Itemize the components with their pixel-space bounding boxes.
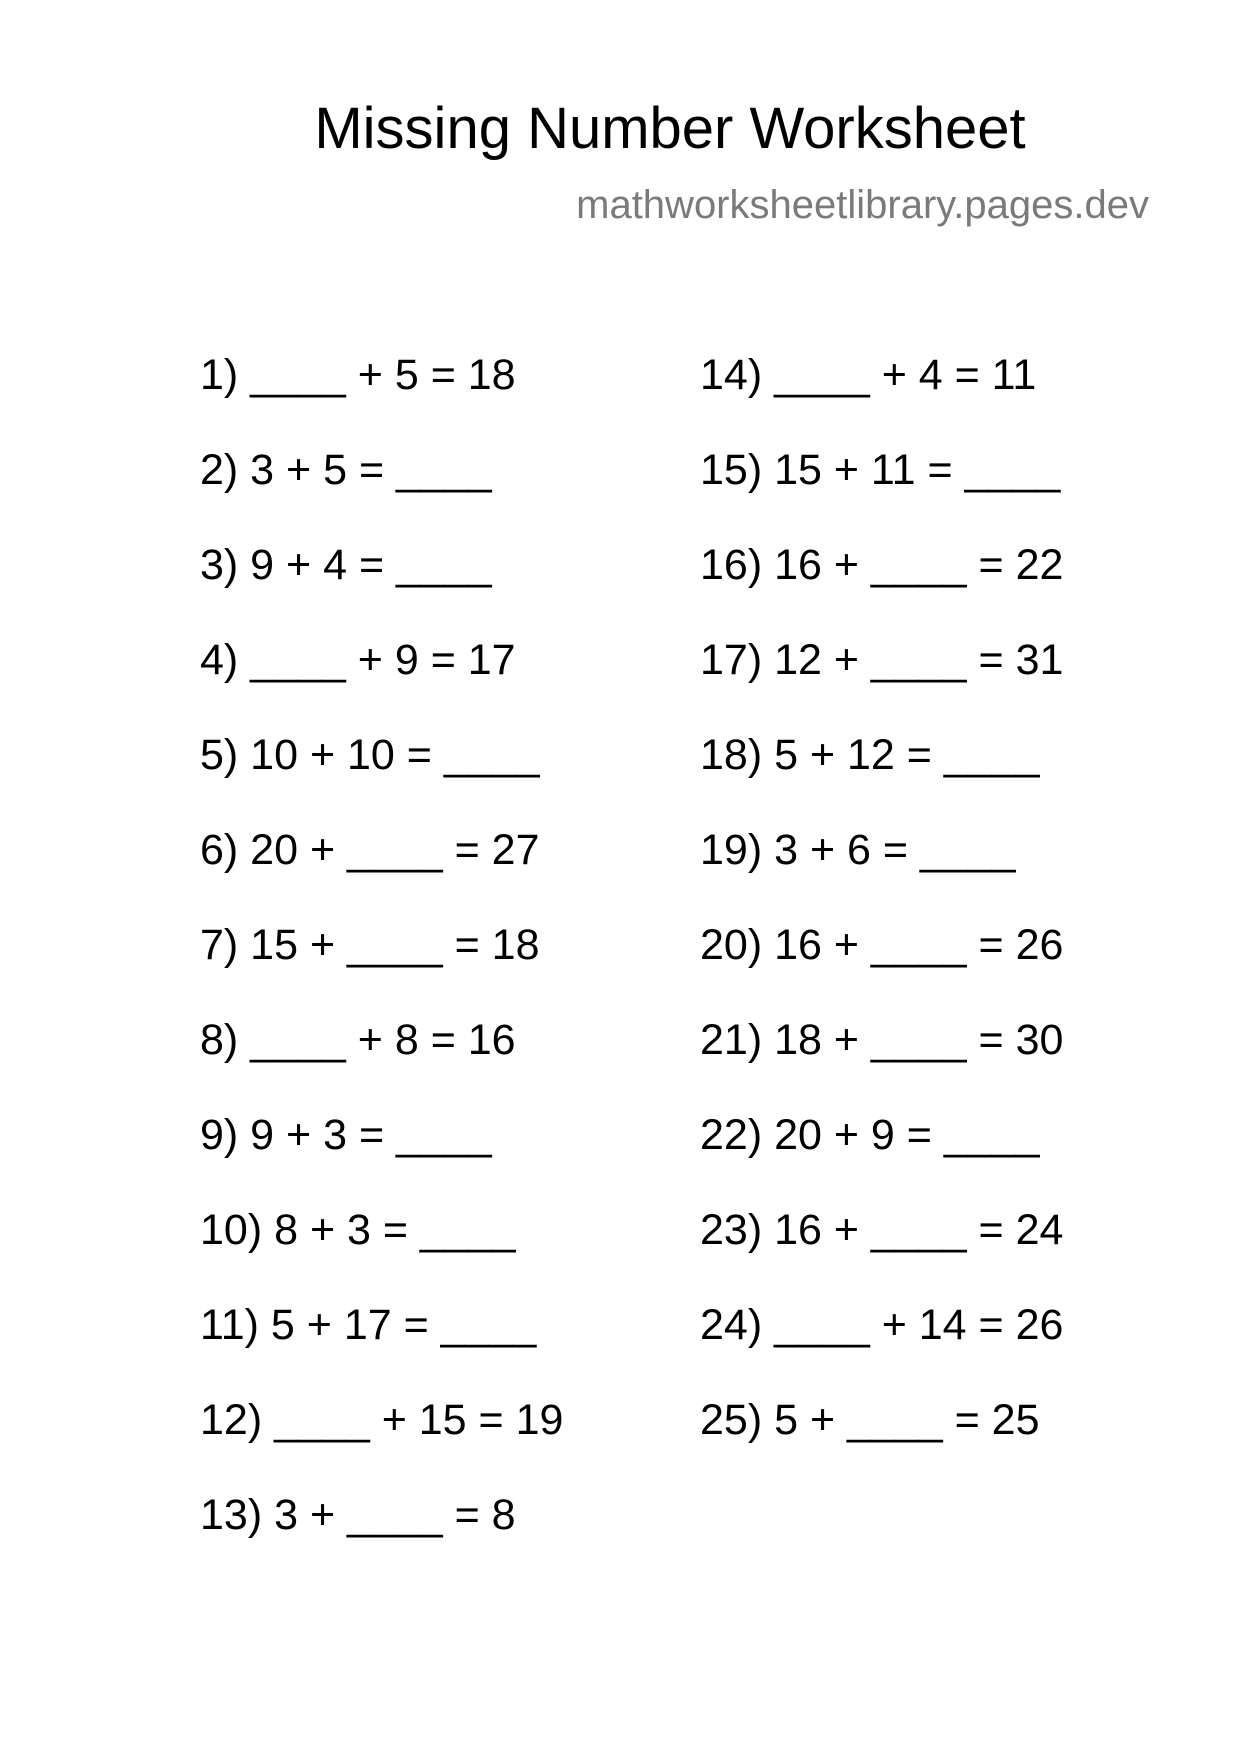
problem-item: 22) 20 + 9 = ____ xyxy=(700,1111,1040,1159)
problem-item: 6) 20 + ____ = 27 xyxy=(200,826,540,874)
problem-item: 8) ____ + 8 = 16 xyxy=(200,1016,516,1064)
problem-item: 24) ____ + 14 = 26 xyxy=(700,1301,1064,1349)
problem-item: 19) 3 + 6 = ____ xyxy=(700,826,1016,874)
problem-item: 13) 3 + ____ = 8 xyxy=(200,1491,516,1539)
problem-item: 10) 8 + 3 = ____ xyxy=(200,1206,516,1254)
problem-column-left xyxy=(200,350,563,1585)
page-title: Missing Number Worksheet xyxy=(314,96,1026,161)
problem-item: 5) 10 + 10 = ____ xyxy=(200,731,540,779)
problem-item: 21) 18 + ____ = 30 xyxy=(700,1016,1064,1064)
problem-item: 15) 15 + 11 = ____ xyxy=(700,446,1061,494)
problem-item: 14) ____ + 4 = 11 xyxy=(700,351,1037,399)
problem-item: 20) 16 + ____ = 26 xyxy=(700,921,1064,969)
problem-item: 18) 5 + 12 = ____ xyxy=(700,731,1040,779)
problem-item: 23) 16 + ____ = 24 xyxy=(700,1206,1064,1254)
problem-item: 7) 15 + ____ = 18 xyxy=(200,921,540,969)
problem-column-right xyxy=(700,350,1063,1490)
problem-item: 4) ____ + 9 = 17 xyxy=(200,636,516,684)
problem-item: 16) 16 + ____ = 22 xyxy=(700,541,1064,589)
problem-item: 25) 5 + ____ = 25 xyxy=(700,1396,1040,1444)
problem-item: 17) 12 + ____ = 31 xyxy=(700,636,1064,684)
problem-item: 12) ____ + 15 = 19 xyxy=(200,1396,564,1444)
problem-item: 3) 9 + 4 = ____ xyxy=(200,541,492,589)
problem-item: 9) 9 + 3 = ____ xyxy=(200,1111,492,1159)
problem-item: 2) 3 + 5 = ____ xyxy=(200,446,492,494)
source-url: mathworksheetlibrary.pages.dev xyxy=(576,183,1149,227)
problem-item: 1) ____ + 5 = 18 xyxy=(200,351,516,399)
problem-item: 11) 5 + 17 = ____ xyxy=(200,1301,537,1349)
